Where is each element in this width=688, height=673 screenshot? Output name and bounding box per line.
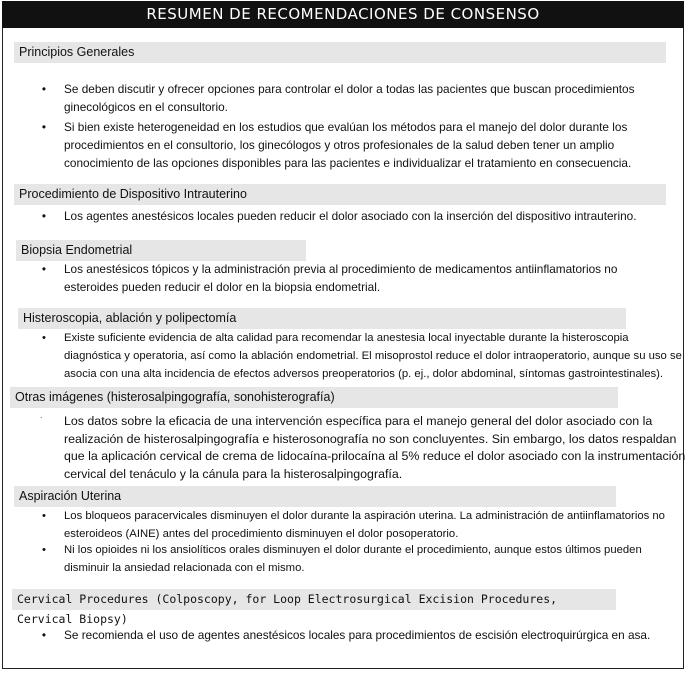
list-item-text: Existe suficiente evidencia de alta calidad para recomendar la anestesia local inyectable durante la histeroscopia diagnóstica y operatoria, así como la ablación endometrial. El misoprostol reduce el dolor intraoperatorio, aunque su uso se asocia con una alta incidencia de efectos adversos preoperatorios (p. ej., dolor abdominal, síntomas gastrointestinales). bbox=[64, 332, 682, 380]
bullet-icon: • bbox=[41, 262, 47, 276]
section-heading-diu: Procedimiento de Dispositivo Intrauterino bbox=[14, 184, 666, 205]
marker-dot: . bbox=[40, 410, 43, 420]
list-item bbox=[40, 541, 672, 577]
list-item bbox=[40, 207, 680, 225]
list-item bbox=[40, 260, 668, 296]
section-heading-cervical: Cervical Procedures (Colposcopy, for Loop Electrosurgical Excision Procedures, Cervical Biopsy) bbox=[12, 589, 616, 610]
list-item bbox=[40, 507, 670, 543]
bullet-icon: • bbox=[41, 82, 47, 96]
section-heading-histeroscopia: Histeroscopia, ablación y polipectomía bbox=[18, 308, 626, 329]
list-item bbox=[40, 80, 680, 116]
list-item-text: Si bien existe heterogeneidad en los estudios que evalúan los métodos para el manejo del dolor durante los procedimientos en el consultorio, los ginecólogos y otros profesionales de la salud deben tener un amplio conocimiento de las opciones disponibles para las pacientes e individualizar el tratamiento en consecuencia. bbox=[64, 120, 632, 170]
bullet-icon: • bbox=[42, 332, 46, 344]
section-heading-aspiracion: Aspiración Uterina bbox=[14, 486, 616, 507]
list-item-text: Se deben discutir y ofrecer opciones para controlar el dolor a todas las pacientes que buscan procedimientos ginecológicos en el consultorio. bbox=[64, 82, 635, 114]
page-title: RESUMEN DE RECOMENDACIONES DE CONSENSO bbox=[2, 1, 684, 28]
list-item bbox=[40, 329, 684, 383]
bullet-icon: • bbox=[41, 120, 47, 134]
list-item-text: Los bloqueos paracervicales disminuyen el dolor durante la aspiración uterina. La administración de antiinflamatorios no esteroideos (AINE) antes del procedimiento disminuyen el dolor posoperatorio. bbox=[64, 510, 665, 540]
list-item bbox=[40, 118, 682, 172]
bullet-icon: • bbox=[41, 628, 47, 642]
bullet-icon: • bbox=[42, 544, 46, 556]
section-heading-otras-imagenes: Otras imágenes (histerosalpingografía, sonohisterografía) bbox=[10, 387, 618, 408]
list-item-text: Se recomienda el uso de agentes anestésicos locales para procedimientos de escisión electroquirúrgica en asa. bbox=[64, 628, 651, 642]
paragraph-text: Los datos sobre la eficacia de una intervención específica para el manejo general del dolor asociado con la realización de histerosalpingografía e histerosonografía no son concluyentes. Sin embargo, los datos respaldan que la aplicación cervical de crema de lidocaína-prilocaína al 5% reduce el dolor asociado con la instrumentación cervical del tenáculo y la cánula para la histerosalpingografía. bbox=[64, 414, 686, 481]
section-heading-principios: Principios Generales bbox=[14, 42, 666, 63]
bullet-icon: • bbox=[41, 209, 47, 223]
bullet-icon: • bbox=[42, 510, 46, 522]
list-item-text: Ni los opioides ni los ansiolíticos orales disminuyen el dolor durante el procedimiento, aunque estos últimos pueden disminuir la ansiedad relacionada con el mismo. bbox=[64, 544, 642, 574]
list-item-text: Los anestésicos tópicos y la administración previa al procedimiento de medicamentos antiinflamatorios no esteroides pueden reducir el dolor en la biopsia endometrial. bbox=[64, 262, 618, 294]
list-item bbox=[40, 626, 680, 644]
section-heading-biopsia: Biopsia Endometrial bbox=[16, 240, 306, 261]
list-item-text: Los agentes anestésicos locales pueden reducir el dolor asociado con la inserción del dispositivo intrauterino. bbox=[64, 209, 637, 223]
